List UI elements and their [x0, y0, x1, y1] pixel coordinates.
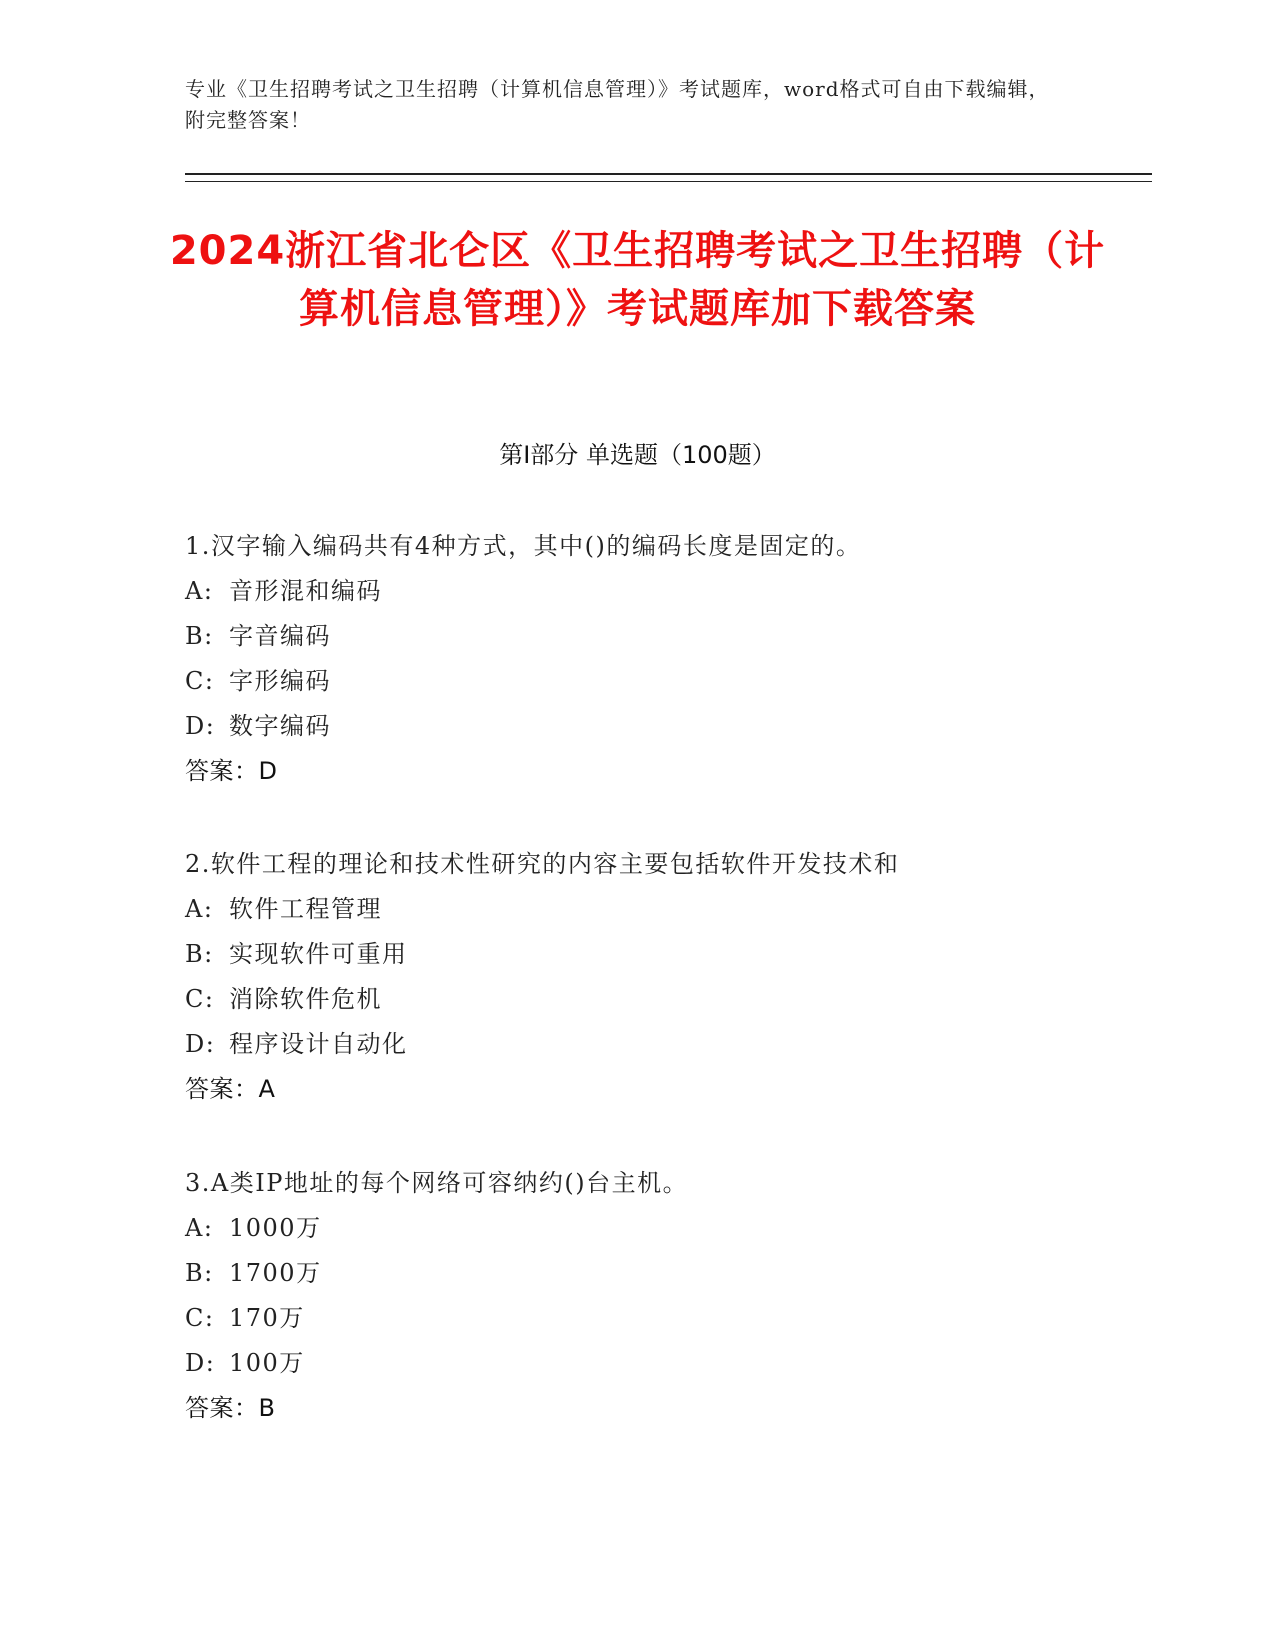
header-note: 专业《卫生招聘考试之卫生招聘（计算机信息管理）》考试题库，word格式可自由下载编辑，附完整答案！: [185, 77, 1050, 132]
answer-line: 答案：D: [185, 757, 278, 785]
option-c: [185, 1296, 1085, 1341]
option-d: [185, 1341, 1085, 1386]
answer-line: 答案：A: [185, 1075, 276, 1103]
option-d: [185, 1022, 1085, 1067]
option-letter: B:: [185, 940, 214, 968]
option-letter: C:: [185, 985, 215, 1013]
answer-line: 答案：B: [185, 1394, 276, 1422]
option-letter: A:: [185, 1214, 214, 1242]
option-text: 实现软件可重用: [229, 940, 408, 968]
option-letter: C:: [185, 667, 215, 695]
option-letter: D:: [185, 1349, 216, 1377]
option-letter: B:: [185, 1259, 214, 1287]
option-text: 音形混和编码: [229, 577, 382, 605]
document-title: 2024浙江省北仑区《卫生招聘考试之卫生招聘（计算机信息管理）》考试题库加下载答案: [169, 228, 1106, 332]
question-stem: 2.软件工程的理论和技术性研究的内容主要包括软件开发技术和: [185, 850, 900, 878]
option-text: 100万: [229, 1349, 305, 1377]
option-letter: B:: [185, 622, 214, 650]
option-b: [185, 1251, 1085, 1296]
option-text: 170万: [229, 1304, 305, 1332]
option-b: [185, 932, 1085, 977]
option-d: [185, 704, 1085, 749]
question-stem: 3.A类IP地址的每个网络可容纳约()台主机。: [185, 1169, 689, 1197]
option-text: 数字编码: [229, 712, 331, 740]
option-c: [185, 659, 1085, 704]
option-letter: C:: [185, 1304, 215, 1332]
option-letter: A:: [185, 895, 214, 923]
option-text: 程序设计自动化: [229, 1030, 408, 1058]
option-text: 软件工程管理: [229, 895, 382, 923]
option-a: [185, 1206, 1085, 1251]
option-text: 消除软件危机: [229, 985, 382, 1013]
section-heading: 第Ⅰ部分 单选题（100题）: [499, 441, 776, 469]
question-2: [185, 842, 1085, 1112]
header-divider-thick: [185, 173, 1152, 175]
option-c: [185, 977, 1085, 1022]
option-a: [185, 569, 1085, 614]
question-1: [185, 524, 1085, 794]
option-a: [185, 887, 1085, 932]
option-text: 字音编码: [229, 622, 331, 650]
option-letter: D:: [185, 1030, 216, 1058]
option-text: 1000万: [229, 1214, 322, 1242]
option-letter: A:: [185, 577, 214, 605]
option-text: 1700万: [229, 1259, 322, 1287]
header-divider-thin: [185, 181, 1152, 182]
question-stem: 1.汉字输入编码共有4种方式，其中()的编码长度是固定的。: [185, 532, 862, 560]
option-b: [185, 614, 1085, 659]
question-3: [185, 1161, 1085, 1431]
option-letter: D:: [185, 712, 216, 740]
option-text: 字形编码: [229, 667, 331, 695]
